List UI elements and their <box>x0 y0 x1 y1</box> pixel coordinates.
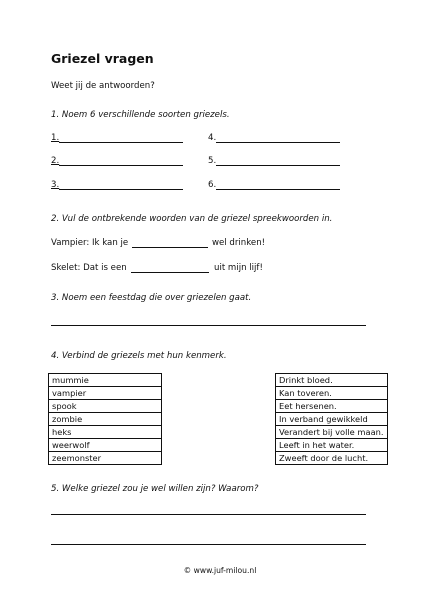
griezel-cell: mummie <box>49 374 162 387</box>
question-5: 5. Welke griezel zou je wel willen zijn? Waarom? <box>51 484 259 494</box>
griezel-row[interactable] <box>49 439 162 452</box>
answer-line-5[interactable] <box>216 165 340 166</box>
answer-line-q5-2[interactable] <box>51 544 366 545</box>
saying-2-end: uit mijn lijf! <box>214 263 263 273</box>
answer-line-6[interactable] <box>216 189 340 190</box>
blank-label-3: 3. <box>51 180 60 190</box>
griezel-row[interactable] <box>49 426 162 439</box>
worksheet-title: Griezel vragen <box>51 51 154 66</box>
kenmerk-cell: Eet hersenen. <box>276 400 388 413</box>
kenmerk-row[interactable] <box>276 439 388 452</box>
griezels-table <box>48 373 162 465</box>
question-1: 1. Noem 6 verschillende soorten griezels. <box>51 110 230 120</box>
griezel-row[interactable] <box>49 374 162 387</box>
kenmerk-row[interactable] <box>276 400 388 413</box>
kenmerk-row[interactable] <box>276 387 388 400</box>
question-3: 3. Noem een feestdag die over griezelen gaat. <box>51 293 252 303</box>
saying-1-blank[interactable] <box>132 238 208 248</box>
blank-label-2: 2. <box>51 156 60 166</box>
kenmerk-row[interactable] <box>276 413 388 426</box>
griezel-cell: zombie <box>49 413 162 426</box>
blank-label-5: 5. <box>208 156 217 166</box>
saying-1-end: wel drinken! <box>212 238 266 248</box>
footer-copyright: © www.juf-milou.nl <box>183 566 257 575</box>
answer-line-q3[interactable] <box>51 325 366 326</box>
saying-2-start: Skelet: Dat is een <box>51 263 127 273</box>
saying-1-start: Vampier: Ik kan je <box>51 238 129 248</box>
blank-label-4: 4. <box>208 133 217 143</box>
kenmerk-cell: Kan toveren. <box>276 387 388 400</box>
griezel-cell: spook <box>49 400 162 413</box>
kenmerk-cell: Drinkt bloed. <box>276 374 388 387</box>
griezel-row[interactable] <box>49 452 162 465</box>
kenmerk-cell: Zweeft door de lucht. <box>276 452 388 465</box>
saying-2-blank[interactable] <box>131 263 209 273</box>
intro-text: Weet jij de antwoorden? <box>51 81 155 91</box>
griezel-cell: vampier <box>49 387 162 400</box>
kenmerk-cell: Verandert bij volle maan. <box>276 426 388 439</box>
kenmerken-table <box>275 373 388 465</box>
blank-label-6: 6. <box>208 180 217 190</box>
griezel-row[interactable] <box>49 387 162 400</box>
answer-line-q5-1[interactable] <box>51 514 366 515</box>
kenmerk-row[interactable] <box>276 374 388 387</box>
question-4: 4. Verbind de griezels met hun kenmerk. <box>51 351 227 361</box>
answer-line-2[interactable] <box>59 165 183 166</box>
kenmerk-row[interactable] <box>276 426 388 439</box>
griezel-cell: weerwolf <box>49 439 162 452</box>
griezel-row[interactable] <box>49 413 162 426</box>
kenmerk-cell: In verband gewikkeld <box>276 413 388 426</box>
kenmerk-row[interactable] <box>276 452 388 465</box>
blank-label-1: 1. <box>51 133 60 143</box>
answer-line-4[interactable] <box>216 142 340 143</box>
answer-line-1[interactable] <box>59 142 183 143</box>
kenmerk-cell: Leeft in het water. <box>276 439 388 452</box>
question-2: 2. Vul de ontbrekende woorden van de griezel spreekwoorden in. <box>51 214 333 224</box>
griezel-cell: zeemonster <box>49 452 162 465</box>
griezel-cell: heks <box>49 426 162 439</box>
griezel-row[interactable] <box>49 400 162 413</box>
answer-line-3[interactable] <box>59 189 183 190</box>
